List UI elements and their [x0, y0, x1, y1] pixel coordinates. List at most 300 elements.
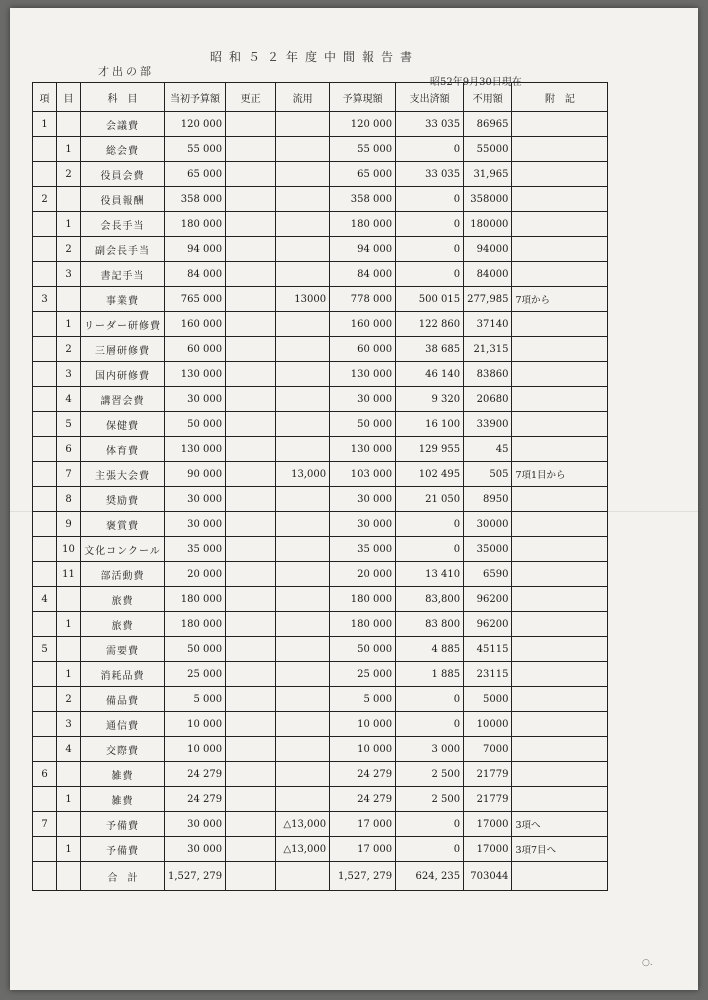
cell-transfer	[276, 262, 330, 287]
table-row	[33, 137, 608, 162]
table-row	[33, 787, 608, 812]
cell-correction	[226, 112, 276, 137]
cell-initial-budget: 130 000	[165, 362, 226, 387]
cell-initial-budget: 65 000	[165, 162, 226, 187]
cell-moku: 3	[57, 362, 81, 387]
cell-kamoku: 会長手当	[81, 212, 165, 237]
cell-kou	[33, 387, 57, 412]
cell-kou: 4	[33, 587, 57, 612]
table-row	[33, 812, 608, 837]
cell-remarks	[512, 312, 608, 337]
table-row	[33, 637, 608, 662]
cell-remarks	[512, 112, 608, 137]
cell-expenditure: 16 100	[396, 412, 464, 437]
cell-moku: 1	[57, 837, 81, 862]
cell-expenditure: 1 885	[396, 662, 464, 687]
cell-transfer	[276, 787, 330, 812]
cell-remarks	[512, 637, 608, 662]
cell-correction	[226, 537, 276, 562]
cell-correction	[226, 512, 276, 537]
cell-correction	[226, 687, 276, 712]
total-initial: 1,527, 279	[165, 862, 226, 891]
cell-remarks: 7項1目から	[512, 462, 608, 487]
cell-kou	[33, 212, 57, 237]
cell-initial-budget: 24 279	[165, 762, 226, 787]
cell-current-budget: 25 000	[330, 662, 396, 687]
cell-kou	[33, 337, 57, 362]
cell-expenditure: 0	[396, 812, 464, 837]
cell-kamoku: 消耗品費	[81, 662, 165, 687]
cell-kou	[33, 537, 57, 562]
cell-remarks	[512, 387, 608, 412]
cell-kamoku: 需要費	[81, 637, 165, 662]
header-current-budget: 予算現額	[330, 83, 396, 112]
table-row	[33, 662, 608, 687]
cell-unused: 5000	[464, 687, 512, 712]
cell-remarks	[512, 762, 608, 787]
cell-remarks	[512, 687, 608, 712]
cell-kamoku: リーダー研修費	[81, 312, 165, 337]
cell-correction	[226, 662, 276, 687]
cell-unused: 37140	[464, 312, 512, 337]
cell-kou	[33, 562, 57, 587]
cell-unused: 55000	[464, 137, 512, 162]
cell-unused: 21779	[464, 762, 512, 787]
cell-current-budget: 130 000	[330, 437, 396, 462]
table-row	[33, 737, 608, 762]
cell-current-budget: 20 000	[330, 562, 396, 587]
cell-kamoku: 交際費	[81, 737, 165, 762]
cell-transfer	[276, 612, 330, 637]
table-row	[33, 387, 608, 412]
cell-unused: 45	[464, 437, 512, 462]
cell-initial-budget: 35 000	[165, 537, 226, 562]
document-page	[10, 8, 698, 990]
cell-transfer	[276, 112, 330, 137]
cell-kamoku: 事業費	[81, 287, 165, 312]
cell-initial-budget: 94 000	[165, 237, 226, 262]
cell-moku: 8	[57, 487, 81, 512]
cell-moku: 2	[57, 687, 81, 712]
cell-moku: 1	[57, 212, 81, 237]
cell-remarks	[512, 712, 608, 737]
cell-expenditure: 38 685	[396, 337, 464, 362]
cell-correction	[226, 637, 276, 662]
cell-remarks	[512, 137, 608, 162]
total-row	[33, 862, 608, 891]
cell-transfer: △13,000	[276, 837, 330, 862]
cell-transfer	[276, 662, 330, 687]
cell-unused: 33900	[464, 412, 512, 437]
cell-expenditure: 0	[396, 137, 464, 162]
cell-correction	[226, 362, 276, 387]
cell-transfer	[276, 162, 330, 187]
cell-current-budget: 50 000	[330, 637, 396, 662]
cell-moku: 4	[57, 387, 81, 412]
cell-remarks	[512, 187, 608, 212]
cell-unused: 96200	[464, 612, 512, 637]
as-of-date: 昭52年9月30日現在	[430, 77, 522, 88]
cell-correction	[226, 562, 276, 587]
cell-correction	[226, 737, 276, 762]
cell-moku: 7	[57, 462, 81, 487]
cell-transfer	[276, 587, 330, 612]
cell-kou	[33, 737, 57, 762]
cell-moku: 1	[57, 612, 81, 637]
cell-transfer	[276, 487, 330, 512]
cell-unused: 20680	[464, 387, 512, 412]
cell-moku: 6	[57, 437, 81, 462]
table-row	[33, 337, 608, 362]
cell-kou	[33, 262, 57, 287]
cell-expenditure: 21 050	[396, 487, 464, 512]
cell-unused: 505	[464, 462, 512, 487]
cell-correction	[226, 612, 276, 637]
cell-correction	[226, 462, 276, 487]
cell-expenditure: 122 860	[396, 312, 464, 337]
cell-initial-budget: 130 000	[165, 437, 226, 462]
cell-transfer	[276, 512, 330, 537]
cell-kou	[33, 662, 57, 687]
cell-current-budget: 180 000	[330, 212, 396, 237]
cell-moku: 1	[57, 312, 81, 337]
cell-remarks: 3項へ	[512, 812, 608, 837]
cell-initial-budget: 20 000	[165, 562, 226, 587]
cell-moku: 11	[57, 562, 81, 587]
cell-kou	[33, 462, 57, 487]
cell-kamoku: 予備費	[81, 837, 165, 862]
table-row	[33, 612, 608, 637]
cell-kamoku: 講習会費	[81, 387, 165, 412]
cell-correction	[226, 587, 276, 612]
cell-remarks	[512, 362, 608, 387]
cell-remarks	[512, 512, 608, 537]
cell-moku: 4	[57, 737, 81, 762]
table-row	[33, 562, 608, 587]
header-expenditure: 支出済額	[396, 83, 464, 112]
cell-kamoku: 文化コンクール	[81, 537, 165, 562]
cell-kou	[33, 362, 57, 387]
cell-kou	[33, 412, 57, 437]
cell-expenditure: 13 410	[396, 562, 464, 587]
cell-initial-budget: 180 000	[165, 212, 226, 237]
cell-correction	[226, 412, 276, 437]
cell-kamoku: 奨励費	[81, 487, 165, 512]
cell-kamoku: 役員会費	[81, 162, 165, 187]
cell-kamoku: 備品費	[81, 687, 165, 712]
cell-remarks	[512, 262, 608, 287]
cell-initial-budget: 180 000	[165, 612, 226, 637]
cell-unused: 277,985	[464, 287, 512, 312]
table-row	[33, 462, 608, 487]
cell-transfer	[276, 762, 330, 787]
cell-kamoku: 旅費	[81, 587, 165, 612]
section-label: 才出の部	[98, 65, 154, 78]
cell-kou	[33, 137, 57, 162]
cell-initial-budget: 180 000	[165, 587, 226, 612]
cell-remarks	[512, 487, 608, 512]
cell-kou	[33, 237, 57, 262]
cell-current-budget: 103 000	[330, 462, 396, 487]
cell-kou: 6	[33, 762, 57, 787]
header-transfer: 流用	[276, 83, 330, 112]
cell-correction	[226, 812, 276, 837]
cell-moku	[57, 762, 81, 787]
cell-remarks: 7項から	[512, 287, 608, 312]
table-row	[33, 437, 608, 462]
table-row	[33, 712, 608, 737]
cell-expenditure: 0	[396, 262, 464, 287]
cell-kou: 7	[33, 812, 57, 837]
cell-transfer	[276, 237, 330, 262]
cell-initial-budget: 30 000	[165, 812, 226, 837]
cell-expenditure: 33 035	[396, 162, 464, 187]
cell-current-budget: 17 000	[330, 837, 396, 862]
cell-initial-budget: 358 000	[165, 187, 226, 212]
cell-kamoku: 副会長手当	[81, 237, 165, 262]
cell-transfer	[276, 212, 330, 237]
cell-correction	[226, 212, 276, 237]
cell-expenditure: 83 800	[396, 612, 464, 637]
cell-correction	[226, 187, 276, 212]
cell-unused: 35000	[464, 537, 512, 562]
cell-current-budget: 778 000	[330, 287, 396, 312]
cell-expenditure: 0	[396, 212, 464, 237]
cell-transfer: △13,000	[276, 812, 330, 837]
cell-remarks	[512, 587, 608, 612]
cell-kamoku: 三層研修費	[81, 337, 165, 362]
total-unused: 703044	[464, 862, 512, 891]
cell-transfer	[276, 312, 330, 337]
cell-expenditure: 500 015	[396, 287, 464, 312]
cell-kamoku: 書記手当	[81, 262, 165, 287]
cell-kamoku: 役員報酬	[81, 187, 165, 212]
cell-remarks	[512, 412, 608, 437]
cell-kamoku: 主張大会費	[81, 462, 165, 487]
cell-kou	[33, 612, 57, 637]
cell-kamoku: 雑費	[81, 762, 165, 787]
cell-initial-budget: 90 000	[165, 462, 226, 487]
cell-kamoku: 旅費	[81, 612, 165, 637]
cell-remarks	[512, 737, 608, 762]
cell-correction	[226, 387, 276, 412]
cell-kou	[33, 162, 57, 187]
cell-correction	[226, 237, 276, 262]
cell-kou	[33, 687, 57, 712]
cell-remarks	[512, 237, 608, 262]
table-row	[33, 587, 608, 612]
cell-initial-budget: 50 000	[165, 412, 226, 437]
header-correction: 更正	[226, 83, 276, 112]
cell-kamoku: 通信費	[81, 712, 165, 737]
table-row	[33, 162, 608, 187]
cell-moku	[57, 187, 81, 212]
cell-current-budget: 35 000	[330, 537, 396, 562]
cell-initial-budget: 160 000	[165, 312, 226, 337]
table-row	[33, 112, 608, 137]
cell-unused: 6590	[464, 562, 512, 587]
budget-table	[32, 82, 608, 891]
cell-moku: 2	[57, 162, 81, 187]
header-moku: 目	[57, 83, 81, 112]
cell-remarks	[512, 162, 608, 187]
cell-transfer: 13,000	[276, 462, 330, 487]
total-spent: 624, 235	[396, 862, 464, 891]
cell-transfer	[276, 637, 330, 662]
cell-correction	[226, 162, 276, 187]
cell-initial-budget: 24 279	[165, 787, 226, 812]
cell-moku: 2	[57, 237, 81, 262]
cell-current-budget: 65 000	[330, 162, 396, 187]
cell-kamoku: 総会費	[81, 137, 165, 162]
cell-unused: 10000	[464, 712, 512, 737]
cell-expenditure: 2 500	[396, 762, 464, 787]
cell-moku: 2	[57, 337, 81, 362]
cell-kou	[33, 312, 57, 337]
cell-transfer	[276, 187, 330, 212]
cell-unused: 358000	[464, 187, 512, 212]
cell-unused: 86965	[464, 112, 512, 137]
cell-correction	[226, 337, 276, 362]
cell-current-budget: 24 279	[330, 787, 396, 812]
cell-current-budget: 55 000	[330, 137, 396, 162]
cell-current-budget: 180 000	[330, 612, 396, 637]
cell-current-budget: 10 000	[330, 712, 396, 737]
cell-correction	[226, 312, 276, 337]
cell-kamoku: 保健費	[81, 412, 165, 437]
cell-kou	[33, 787, 57, 812]
cell-remarks	[512, 662, 608, 687]
cell-transfer	[276, 337, 330, 362]
cell-moku	[57, 637, 81, 662]
cell-expenditure: 129 955	[396, 437, 464, 462]
cell-current-budget: 84 000	[330, 262, 396, 287]
cell-current-budget: 120 000	[330, 112, 396, 137]
header-kamoku: 科 目	[81, 83, 165, 112]
cell-unused: 23115	[464, 662, 512, 687]
cell-expenditure: 33 035	[396, 112, 464, 137]
cell-current-budget: 30 000	[330, 512, 396, 537]
cell-expenditure: 0	[396, 537, 464, 562]
cell-initial-budget: 60 000	[165, 337, 226, 362]
cell-initial-budget: 30 000	[165, 387, 226, 412]
cell-initial-budget: 55 000	[165, 137, 226, 162]
cell-current-budget: 130 000	[330, 362, 396, 387]
cell-current-budget: 160 000	[330, 312, 396, 337]
cell-initial-budget: 120 000	[165, 112, 226, 137]
cell-current-budget: 94 000	[330, 237, 396, 262]
cell-current-budget: 17 000	[330, 812, 396, 837]
cell-moku: 1	[57, 662, 81, 687]
cell-unused: 21779	[464, 787, 512, 812]
table-row	[33, 687, 608, 712]
cell-unused: 94000	[464, 237, 512, 262]
cell-expenditure: 4 885	[396, 637, 464, 662]
cell-moku: 1	[57, 137, 81, 162]
cell-current-budget: 60 000	[330, 337, 396, 362]
table-row	[33, 487, 608, 512]
cell-initial-budget: 765 000	[165, 287, 226, 312]
table-header-row	[33, 83, 608, 112]
cell-unused: 17000	[464, 837, 512, 862]
cell-initial-budget: 30 000	[165, 837, 226, 862]
cell-current-budget: 5 000	[330, 687, 396, 712]
cell-current-budget: 180 000	[330, 587, 396, 612]
cell-remarks	[512, 562, 608, 587]
cell-expenditure: 3 000	[396, 737, 464, 762]
cell-current-budget: 358 000	[330, 187, 396, 212]
cell-kamoku: 体育費	[81, 437, 165, 462]
cell-unused: 84000	[464, 262, 512, 287]
cell-kamoku: 雑費	[81, 787, 165, 812]
cell-moku	[57, 812, 81, 837]
document-title: 昭和５２年度中間報告書	[210, 50, 420, 64]
cell-transfer	[276, 362, 330, 387]
table-row	[33, 287, 608, 312]
cell-initial-budget: 5 000	[165, 687, 226, 712]
cell-current-budget: 10 000	[330, 737, 396, 762]
cell-remarks	[512, 537, 608, 562]
cell-expenditure: 9 320	[396, 387, 464, 412]
table-row	[33, 837, 608, 862]
cell-kou: 1	[33, 112, 57, 137]
cell-transfer	[276, 562, 330, 587]
table-row	[33, 362, 608, 387]
cell-expenditure: 83,800	[396, 587, 464, 612]
cell-initial-budget: 50 000	[165, 637, 226, 662]
cell-correction	[226, 712, 276, 737]
cell-moku	[57, 112, 81, 137]
cell-expenditure: 0	[396, 512, 464, 537]
cell-kamoku: 国内研修費	[81, 362, 165, 387]
cell-moku: 1	[57, 787, 81, 812]
cell-unused: 30000	[464, 512, 512, 537]
cell-initial-budget: 10 000	[165, 712, 226, 737]
cell-transfer	[276, 537, 330, 562]
cell-expenditure: 46 140	[396, 362, 464, 387]
cell-unused: 83860	[464, 362, 512, 387]
corner-mark: ○.	[642, 958, 653, 968]
cell-initial-budget: 30 000	[165, 512, 226, 537]
cell-current-budget: 50 000	[330, 412, 396, 437]
cell-transfer: 13000	[276, 287, 330, 312]
cell-moku	[57, 587, 81, 612]
table-row	[33, 412, 608, 437]
cell-kamoku: 部活動費	[81, 562, 165, 587]
cell-kou: 5	[33, 637, 57, 662]
cell-kou: 2	[33, 187, 57, 212]
cell-correction	[226, 487, 276, 512]
cell-moku: 9	[57, 512, 81, 537]
table-row	[33, 312, 608, 337]
cell-unused: 17000	[464, 812, 512, 837]
cell-transfer	[276, 737, 330, 762]
cell-initial-budget: 25 000	[165, 662, 226, 687]
cell-remarks	[512, 437, 608, 462]
cell-correction	[226, 137, 276, 162]
cell-kou	[33, 712, 57, 737]
header-kou: 項	[33, 83, 57, 112]
cell-unused: 180000	[464, 212, 512, 237]
cell-correction	[226, 262, 276, 287]
cell-initial-budget: 84 000	[165, 262, 226, 287]
cell-unused: 7000	[464, 737, 512, 762]
cell-moku: 3	[57, 712, 81, 737]
total-current: 1,527, 279	[330, 862, 396, 891]
cell-unused: 21,315	[464, 337, 512, 362]
cell-expenditure: 2 500	[396, 787, 464, 812]
cell-correction	[226, 787, 276, 812]
